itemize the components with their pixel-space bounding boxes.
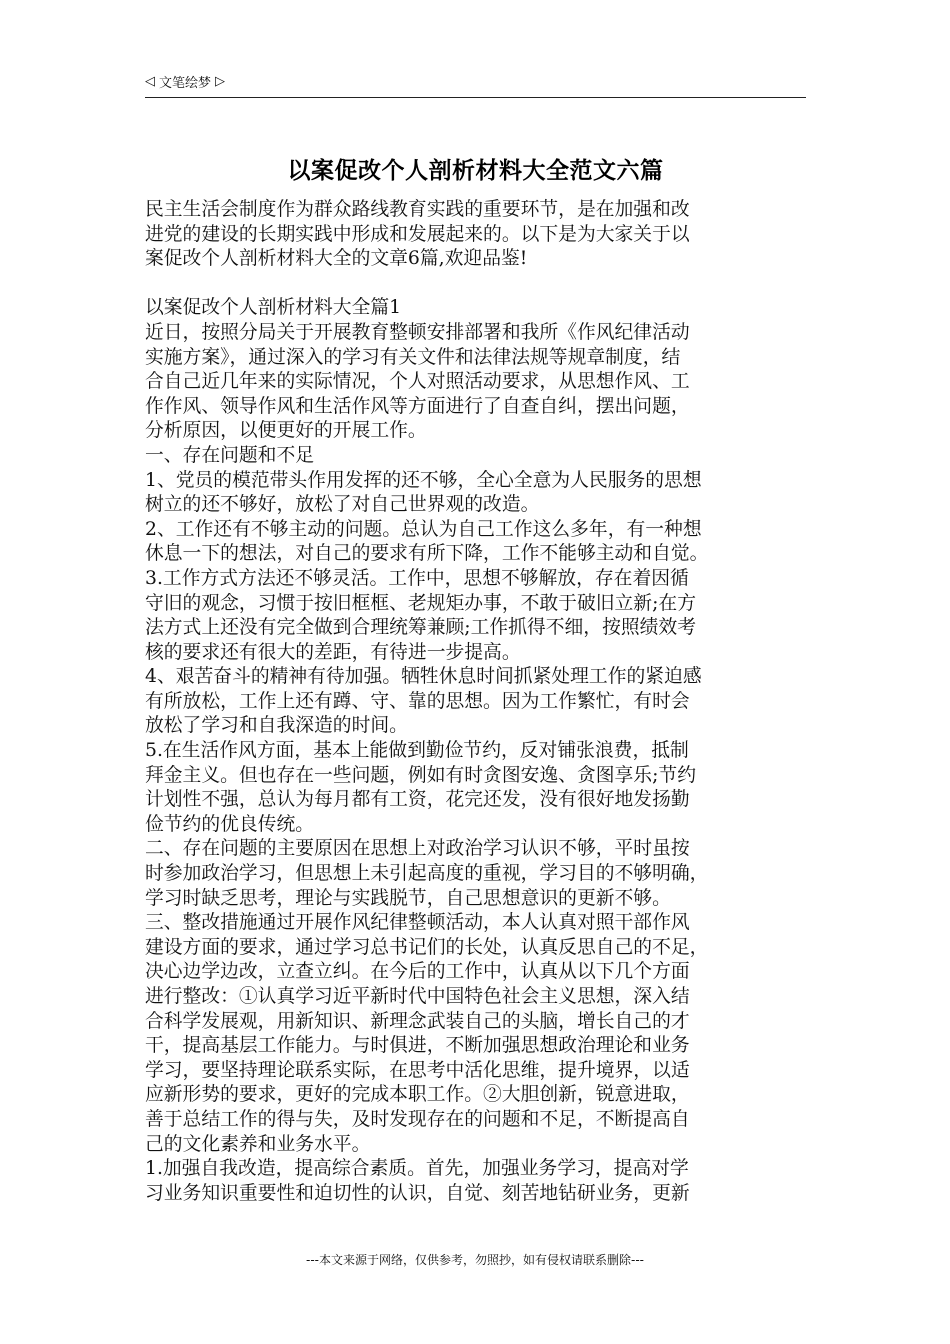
text-line: 决心边学边改，立查立纠。在今后的工作中，认真从以下几个方面 [145, 961, 690, 983]
text-line: 实施方案》，通过深入的学习有关文件和法律法规等规章制度，结 [145, 346, 681, 368]
text-line: 计划性不强，总认为每月都有工资，花完还发，没有很好地发扬勤 [145, 789, 690, 811]
text-line: 近日，按照分局关于开展教育整顿安排部署和我所《作风纪律活动 [145, 321, 690, 343]
text-line: 三、整改措施通过开展作风纪律整顿活动，本人认真对照干部作风 [145, 912, 690, 934]
header-label: 文笔绘梦 [159, 76, 212, 91]
text-line: 己的文化素养和业务水平。 [145, 1133, 371, 1155]
text-line: 应新形势的要求，更好的完成本职工作。②大胆创新，锐意进取， [145, 1084, 690, 1106]
text-line: 学习时缺乏思考，理论与实践脱节，自己思想意识的更新不够。 [145, 887, 671, 909]
text-line: 以案促改个人剖析材料大全篇1 [145, 297, 402, 319]
text-line: 一、存在问题和不足 [145, 444, 315, 466]
text-line: 2、工作还有不够主动的问题。总认为自己工作这么多年，有一种想 [145, 518, 702, 540]
right-triangle-icon: ▷ [215, 74, 226, 89]
text-line: 法方式上还没有完全做到合理统筹兼顾;工作抓得不细，按照绩效考 [145, 617, 696, 639]
text-line: 作作风、领导作风和生活作风等方面进行了自查自纠，摆出问题， [145, 395, 690, 417]
text-line: 案促改个人剖析材料大全的文章6篇,欢迎品鉴! [145, 248, 528, 270]
text-line: 5.在生活作风方面，基本上能做到勤俭节约，反对铺张浪费，抵制 [145, 740, 689, 762]
text-line: 守旧的观念，习惯于按旧框框、老规矩办事，不敢于破旧立新;在方 [145, 592, 696, 614]
intro-paragraph [145, 198, 809, 272]
text-line: 拜金主义。但也存在一些问题，例如有时贪图安逸、贪图享乐;节约 [145, 764, 696, 786]
text-line: 合自己近几年来的实际情况，个人对照活动要求，从思想作风、工 [145, 371, 690, 393]
document-title: 以案促改个人剖析材料大全范文六篇 [287, 157, 664, 184]
text-line: 核的要求还有很大的差距，有待进一步提高。 [145, 641, 521, 663]
page-header [145, 72, 805, 91]
page-footer: ---本文来源于网络，仅供参考，勿照抄，如有侵权请联系删除--- [306, 1253, 644, 1267]
text-line: 建设方面的要求，通过学习总书记们的长处，认真反思自己的不足， [145, 936, 709, 958]
text-line: 3.工作方式方法还不够灵活。工作中，思想不够解放，存在着因循 [145, 567, 689, 589]
text-line: 4、艰苦奋斗的精神有待加强。牺牲休息时间抓紧处理工作的紧迫感 [145, 666, 702, 688]
text-line: 1.加强自我改造，提高综合素质。首先，加强业务学习，提高对学 [145, 1158, 689, 1180]
main-text [145, 296, 809, 1206]
text-line: 习业务知识重要性和迫切性的认识，自觉、刻苦地钻研业务，更新 [145, 1182, 690, 1204]
text-line: 树立的还不够好，放松了对自己世界观的改造。 [145, 494, 540, 516]
header-divider [145, 97, 806, 98]
document-body [145, 198, 809, 1206]
text-line: 干，提高基层工作能力。与时俱进，不断加强思想政治理论和业务 [145, 1035, 690, 1057]
text-line: 放松了学习和自我深造的时间。 [145, 715, 408, 737]
text-line: 学习，要坚持理论联系实际，在思考中活化思维，提升境界，以适 [145, 1059, 690, 1081]
paragraph-gap [145, 272, 809, 297]
text-line: 进行整改：①认真学习近平新时代中国特色社会主义思想，深入结 [145, 986, 690, 1007]
text-line: 善于总结工作的得与失，及时发现存在的问题和不足，不断提高自 [145, 1108, 690, 1130]
text-line: 进党的建设的长期实践中形成和发展起来的。以下是为大家关于以 [145, 223, 690, 245]
text-line: 二、存在问题的主要原因在思想上对政治学习认识不够，平时虽按 [145, 838, 690, 860]
text-line: 时参加政治学习，但思想上未引起高度的重视，学习目的不够明确， [145, 863, 709, 885]
text-line: 休息一下的想法，对自己的要求有所下降，工作不能够主动和自觉。 [145, 543, 709, 565]
text-line: 民主生活会制度作为群众路线教育实践的重要环节，是在加强和改 [145, 199, 690, 220]
text-line: 俭节约的优良传统。 [145, 813, 315, 835]
text-line: 分析原因，以便更好的开展工作。 [145, 420, 427, 442]
text-line: 有所放松，工作上还有蹲、守、靠的思想。因为工作繁忙，有时会 [145, 690, 690, 712]
text-line: 合科学发展观，用新知识、新理念武装自己的头脑，增长自己的才 [145, 1010, 690, 1032]
left-triangle-icon: ◁ [145, 74, 155, 89]
text-line: 1、党员的模范带头作用发挥的还不够，全心全意为人民服务的思想 [145, 469, 702, 491]
